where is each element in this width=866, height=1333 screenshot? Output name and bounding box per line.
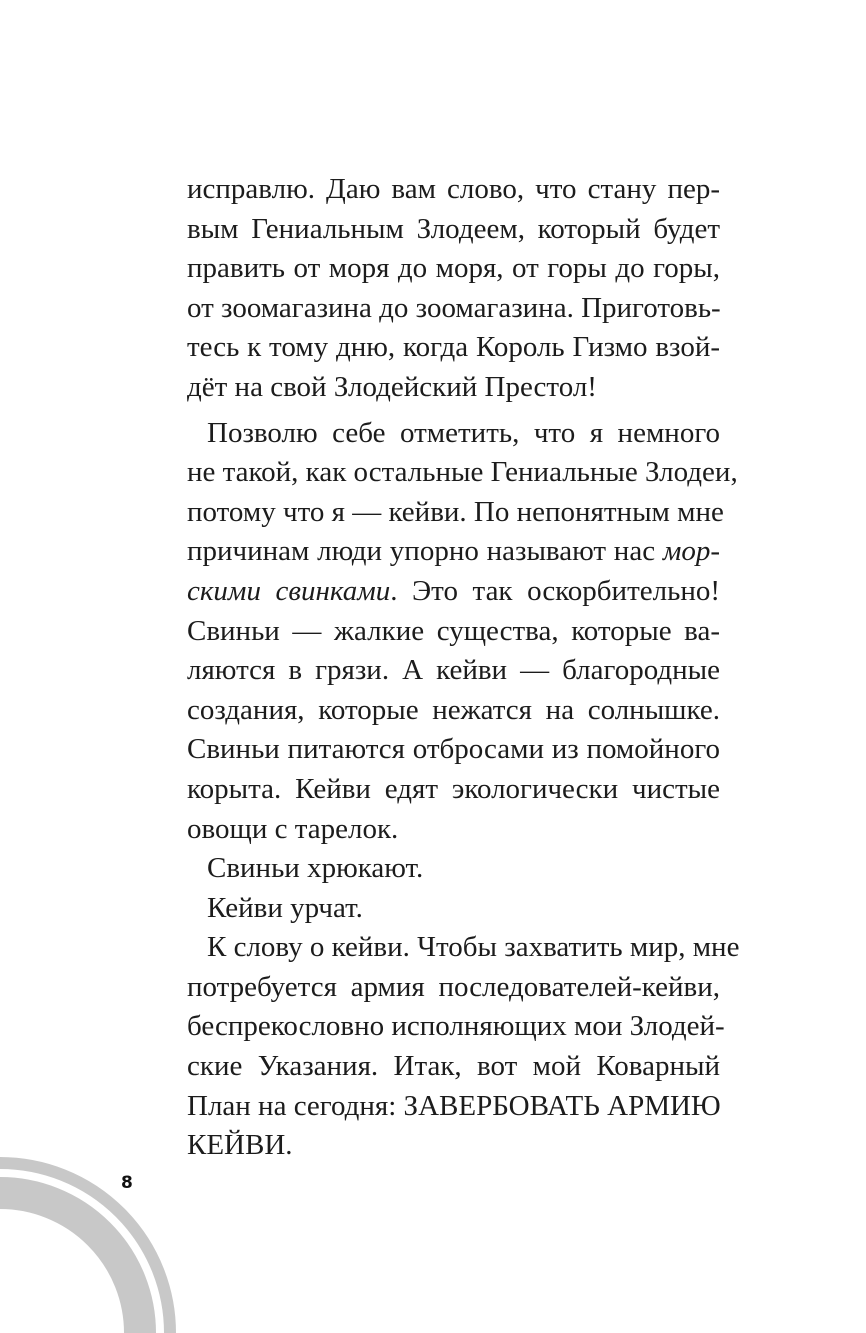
- text-line: править от моря до моря, от горы до горы,: [187, 252, 720, 285]
- text-line: создания, которые нежатся на солнышке.: [187, 693, 720, 726]
- page-number: 8: [121, 1173, 133, 1193]
- text-line: ские Указания. Итак, вот мой Коварный: [187, 1050, 720, 1083]
- paragraph-3: [187, 849, 720, 889]
- italic-text: мор-: [662, 535, 720, 568]
- paragraph-2: [187, 414, 738, 850]
- text-line: беспрекословно исполняющих мои Злодей-: [187, 1010, 725, 1043]
- paragraph-5: [187, 928, 740, 1166]
- text-line: Позволю себе отметить, что я немного: [207, 416, 720, 449]
- text-line: ляются в грязи. А кейви — благородные: [187, 654, 720, 687]
- decorative-ring: [0, 1130, 230, 1333]
- text-line: [187, 572, 720, 612]
- text-span: причинам люди упорно называют нас: [187, 535, 663, 568]
- text-line: Свиньи — жалкие существа, которые ва-: [187, 614, 720, 647]
- text-line: от зоомагазина до зоомагазина. Приготовь-: [187, 291, 721, 324]
- italic-text: скими свинками: [187, 574, 391, 607]
- body-text: [187, 170, 740, 1166]
- text-line: тесь к тому дню, когда Король Гизмо взой-: [187, 331, 720, 364]
- text-line: Свиньи питаются отбросами из помойного: [187, 733, 720, 766]
- text-line: потому что я — кейви. По непонятным мне: [187, 495, 724, 528]
- text-span: . Это так оскорбительно!: [390, 574, 720, 607]
- text-line: вым Гениальным Злодеем, который будет: [187, 212, 720, 245]
- text-line: [187, 532, 720, 572]
- text-line: корыта. Кейви едят экологически чистые: [187, 772, 720, 805]
- text-line: Кейви урчат.: [207, 891, 363, 924]
- text-line: потребуется армия последователей-кейви,: [187, 970, 720, 1003]
- text-line: исправлю. Даю вам слово, что стану пер-: [187, 173, 720, 205]
- paragraph-4: [187, 889, 720, 929]
- text-line: овощи с тарелок.: [187, 812, 399, 845]
- text-line: не такой, как остальные Гениальные Злодеи,: [187, 456, 738, 489]
- text-line: К слову о кейви. Чтобы захватить мир, мне: [207, 931, 740, 964]
- text-line: КЕЙВИ.: [187, 1129, 293, 1162]
- text-line: дёт на свой Злодейский Престол!: [187, 370, 597, 403]
- paragraph-1: [187, 170, 720, 408]
- text-line: Свиньи хрюкают.: [207, 852, 424, 885]
- text-line: План на сегодня: ЗАВЕРБОВАТЬ АРМИЮ: [187, 1089, 721, 1122]
